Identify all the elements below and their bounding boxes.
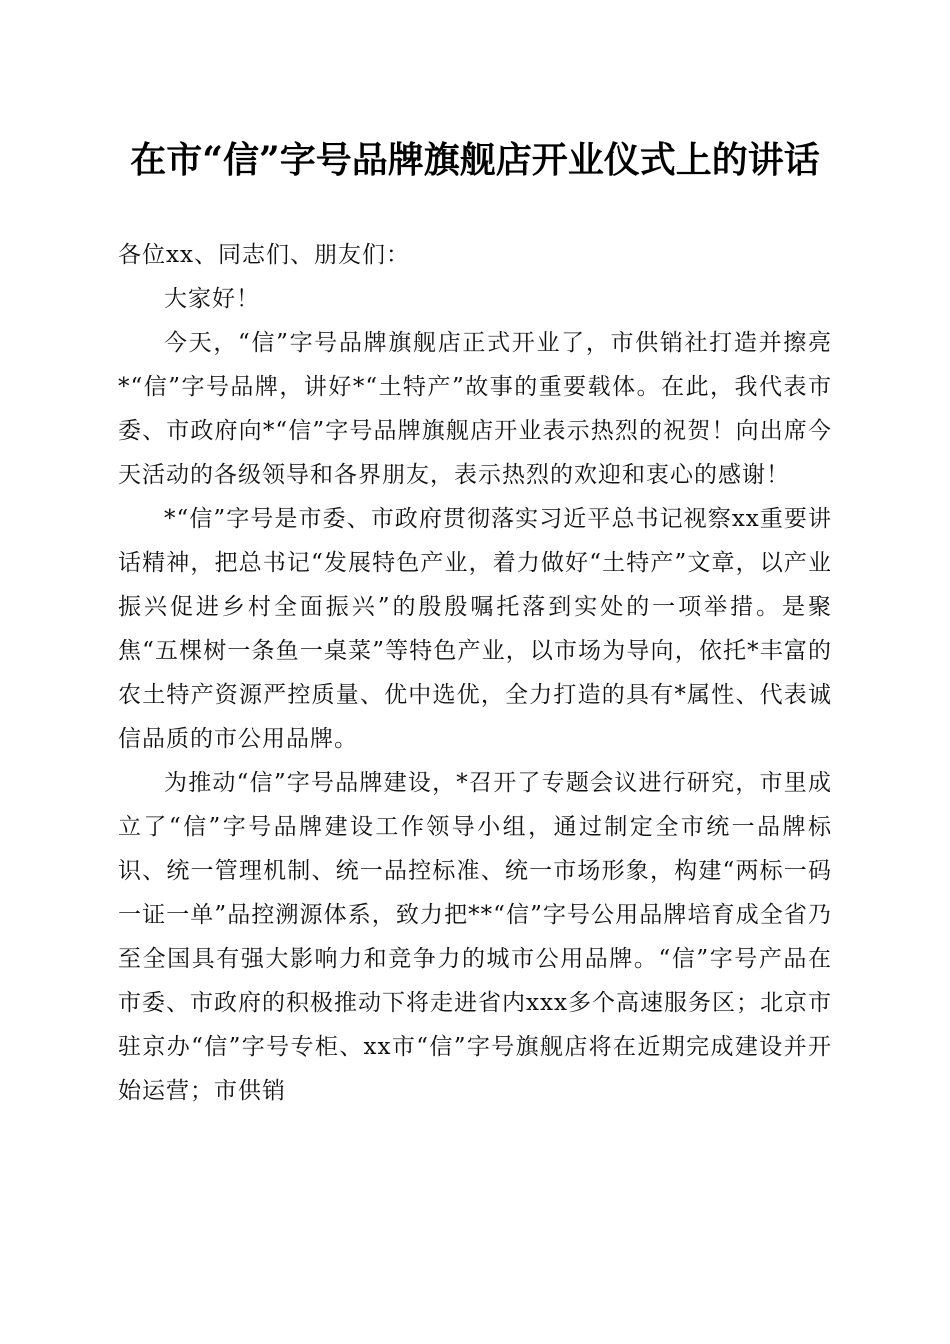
paragraph-opening: 今天，“信”字号品牌旗舰店正式开业了，市供销社打造并擦亮*“信”字号品牌，讲好*“土特产”故事的重要载体。在此，我代表市委、市政府向*“信”字号品牌旗舰店开业表示热烈的祝贺！向出席今天活动的各级领导和各界朋友，表示热烈的欢迎和衷心的感谢！ xyxy=(118,330,832,488)
salutation: 各位xx、同志们、朋友们： xyxy=(118,242,410,268)
paragraph-brand-building: 为推动“信”字号品牌建设，*召开了专题会议进行研究，市里成立了“信”字号品牌建设工作领导小组，通过制定全市统一品牌标识、统一管理机制、统一品控标准、统一市场形象，构建“两标一码一证一单”品控溯源体系，致力把**“信”字号公用品牌培育成全省乃至全国具有强大影响力和竞争力的城市公用品牌。“信”字号产品在市委、市政府的积极推动下将走进省内xxx多个高速服务区；北京市驻京办“信”字号专柜、xx市“信”字号旗舰店将在近期完成建设并开始运营；市供销 xyxy=(118,770,832,1104)
paragraph-brand-intro: *“信”字号是市委、市政府贯彻落实习近平总书记视察xx重要讲话精神，把总书记“发展特色产业，着力做好“土特产”文章，以产业振兴促进乡村全面振兴”的殷殷嘱托落到实处的一项举措。是聚焦“五棵树一条鱼一桌菜”等特色产业，以市场为导向，依托*丰富的农土特产资源严控质量、优中选优，全力打造的具有*属性、代表诚信品质的市公用品牌。 xyxy=(118,506,832,752)
document-body xyxy=(118,233,832,1113)
paragraph-greeting: 大家好！ xyxy=(164,286,260,312)
document-title: 在市“信”字号品牌旗舰店开业仪式上的讲话 xyxy=(130,139,820,181)
